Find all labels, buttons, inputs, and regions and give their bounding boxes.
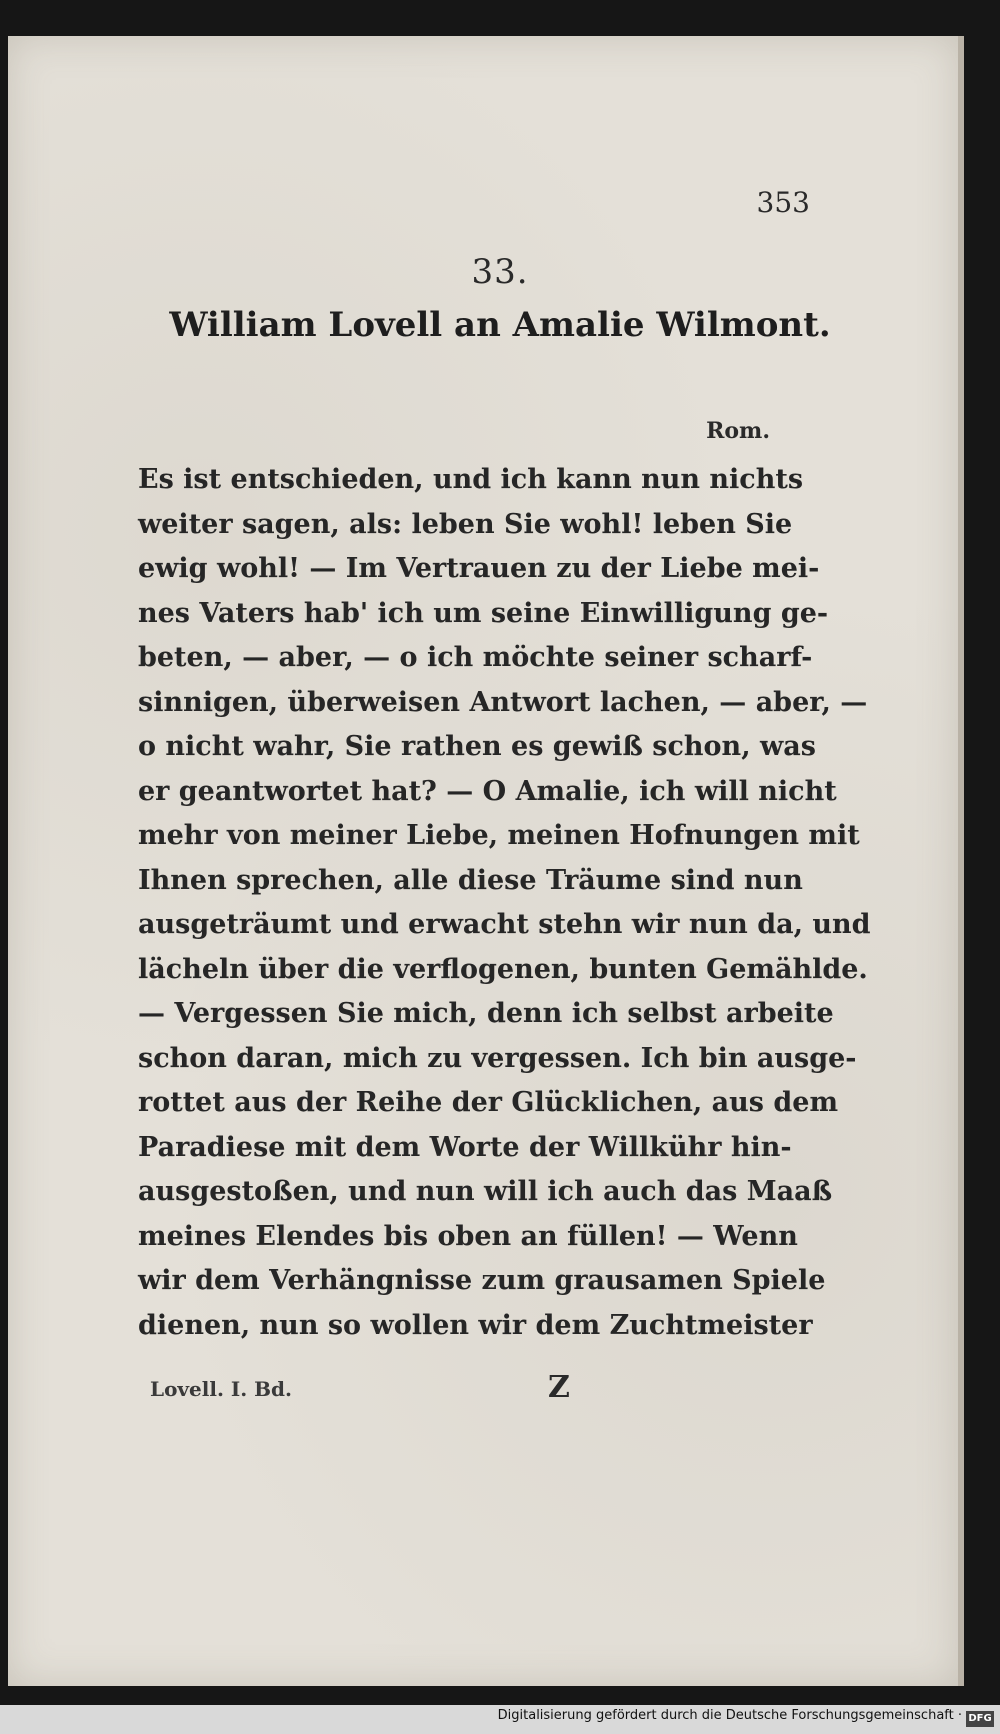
letter-title: William Lovell an Amalie Wilmont.	[169, 305, 831, 345]
body-line: weiter sagen, als: leben Sie wohl! leben Sie	[138, 508, 793, 540]
body-line: Ihnen sprechen, alle diese Träume sind nun	[138, 864, 803, 896]
body-line: mehr von meiner Liebe, meinen Hofnungen mit	[138, 820, 860, 851]
letter-place: Rom.	[706, 418, 770, 444]
body-line: sinnigen, überweisen Antwort lachen, — aber, —	[138, 686, 868, 718]
body-line: meines Elendes bis oben an füllen! — Wenn	[138, 1220, 798, 1252]
body-line: o nicht wahr, Sie rathen es gewiß schon, was	[138, 731, 816, 762]
body-line: schon daran, mich zu vergessen. Ich bin ausge-	[138, 1042, 857, 1074]
letter-body	[138, 458, 871, 1348]
body-line: Es ist entschieden, und ich kann nun nichts	[138, 464, 804, 495]
dfg-logo-icon: DFG	[966, 1711, 994, 1727]
body-line: ausgestoßen, und nun will ich auch das Maaß	[138, 1176, 833, 1207]
body-line: lächeln über die verflogenen, bunten Gemählde.	[138, 953, 868, 985]
body-line: ausgeträumt und erwacht stehn wir nun da, und	[138, 909, 871, 940]
page-number: 353	[756, 186, 810, 219]
body-line: ewig wohl! — Im Vertrauen zu der Liebe mei-	[138, 553, 820, 584]
body-line: dienen, nun so wollen wir dem Zuchtmeister	[138, 1309, 813, 1341]
printer-signature: Lovell. I. Bd.	[150, 1377, 293, 1401]
letter-number: 33.	[471, 252, 529, 292]
body-line: — Vergessen Sie mich, denn ich selbst arbeite	[138, 998, 834, 1029]
body-line: nes Vaters hab' ich um seine Einwilligung ge-	[138, 597, 829, 629]
body-line: beten, — aber, — o ich möchte seiner scharf-	[138, 642, 813, 673]
body-line: er geantwortet hat? — O Amalie, ich will nicht	[138, 775, 837, 807]
catchword: Z	[548, 1370, 570, 1405]
digitization-credit: Digitalisierung gefördert durch die Deutsche Forschungsgemeinschaft ·	[497, 1708, 962, 1723]
body-line: wir dem Verhängnisse zum grausamen Spiele	[138, 1265, 826, 1296]
body-line: Paradiese mit dem Worte der Willkühr hin-	[138, 1131, 792, 1163]
body-line: rottet aus der Reihe der Glücklichen, aus dem	[138, 1087, 839, 1118]
